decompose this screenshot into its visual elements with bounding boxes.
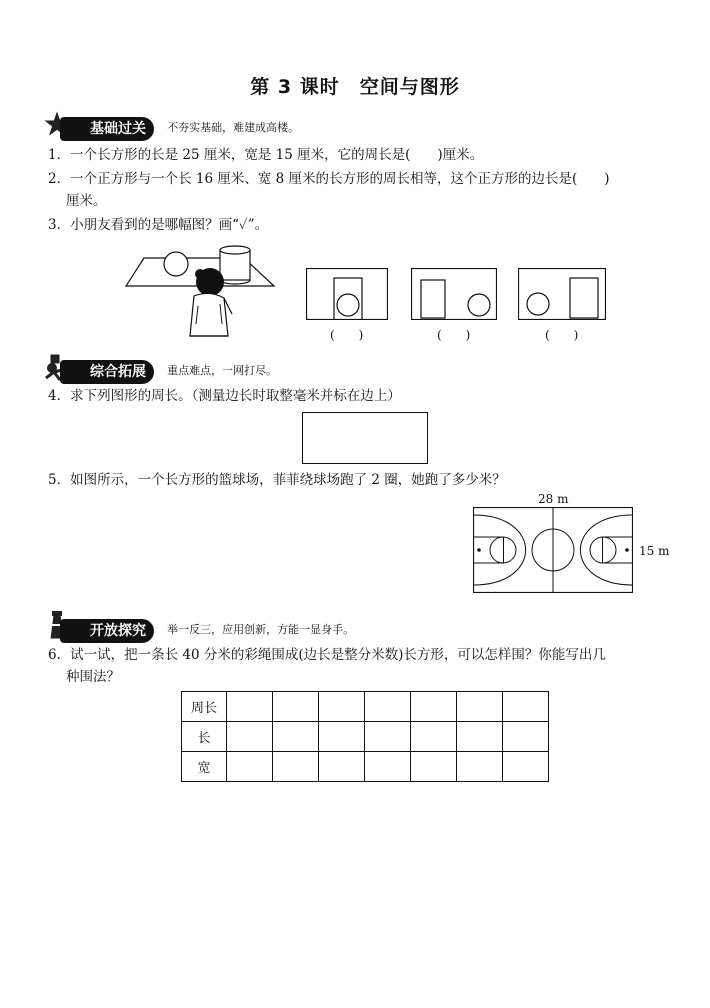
section-header-open [48,619,355,643]
table-cell[interactable] [273,692,319,722]
table-cell[interactable] [273,752,319,782]
section-motto: 举一反三，应用创新，方能一显身手。 [167,623,355,636]
table-cell[interactable] [365,692,411,722]
section-label: 综合拓展 [60,360,154,384]
answer-blank-option-1[interactable]: ( ) [330,328,364,342]
table-cell[interactable] [411,722,457,752]
question-3: 3．小朋友看到的是哪幅图？画“✓”。 [48,217,269,233]
table-cell[interactable] [365,722,411,752]
section-header-extension [48,360,278,384]
table-cell[interactable] [227,692,273,722]
child-viewing-objects-illustration [124,244,284,344]
court-width-label: 28 m [538,492,569,506]
basketball-court-diagram [473,507,633,593]
table-cell[interactable] [503,692,549,722]
answer-blank-option-3[interactable]: ( ) [545,328,579,342]
answer-blank-option-2[interactable]: ( ) [437,328,471,342]
page-title: 第 3 课时 空间与图形 [250,76,460,98]
table-cell[interactable] [319,692,365,722]
table-cell[interactable] [457,752,503,782]
section-motto: 不夯实基础，难建成高楼。 [167,121,300,134]
rectangle-to-measure [302,412,428,464]
section-label: 开放探究 [60,619,154,643]
answer-table [181,691,549,782]
question-6-line-2: 种围法？ [66,669,120,685]
section-motto: 重点难点，一网打尽。 [167,364,278,377]
court-height-label: 15 m [639,544,670,558]
section-header-basic [48,117,300,141]
table-cell[interactable] [365,752,411,782]
table-row [182,692,549,722]
table-cell[interactable] [273,722,319,752]
section-label: 基础过关 [60,117,154,141]
question-2-line-1: 2．一个正方形与一个长 16 厘米、宽 8 厘米的长方形的周长相等，这个正方形的边长是( ) [48,171,610,187]
view-option-3[interactable] [518,268,606,320]
table-row [182,752,549,782]
row-header-width: 宽 [182,752,227,782]
table-cell[interactable] [457,722,503,752]
question-5: 5．如图所示，一个长方形的篮球场，菲菲绕球场跑了 2 圈，她跑了多少米？ [48,472,506,488]
table-cell[interactable] [411,692,457,722]
question-1: 1．一个长方形的长是 25 厘米，宽是 15 厘米，它的周长是( )厘米。 [48,147,484,163]
view-option-2[interactable] [411,268,497,320]
table-cell[interactable] [319,722,365,752]
question-2-line-2: 厘米。 [66,193,107,209]
row-header-perimeter: 周长 [182,692,227,722]
table-cell[interactable] [319,752,365,782]
table-cell[interactable] [411,752,457,782]
question-4: 4．求下列图形的周长。（测量边长时取整毫米并标在边上） [48,388,401,404]
question-6-line-1: 6．试一试，把一条长 40 分米的彩绳围成(边长是整分米数)长方形，可以怎样围？你能写出几 [48,647,606,663]
view-option-1[interactable] [306,268,388,320]
table-cell[interactable] [503,722,549,752]
row-header-length: 长 [182,722,227,752]
table-cell[interactable] [457,692,503,722]
table-cell[interactable] [227,752,273,782]
table-row [182,722,549,752]
table-cell[interactable] [227,722,273,752]
table-cell[interactable] [503,752,549,782]
